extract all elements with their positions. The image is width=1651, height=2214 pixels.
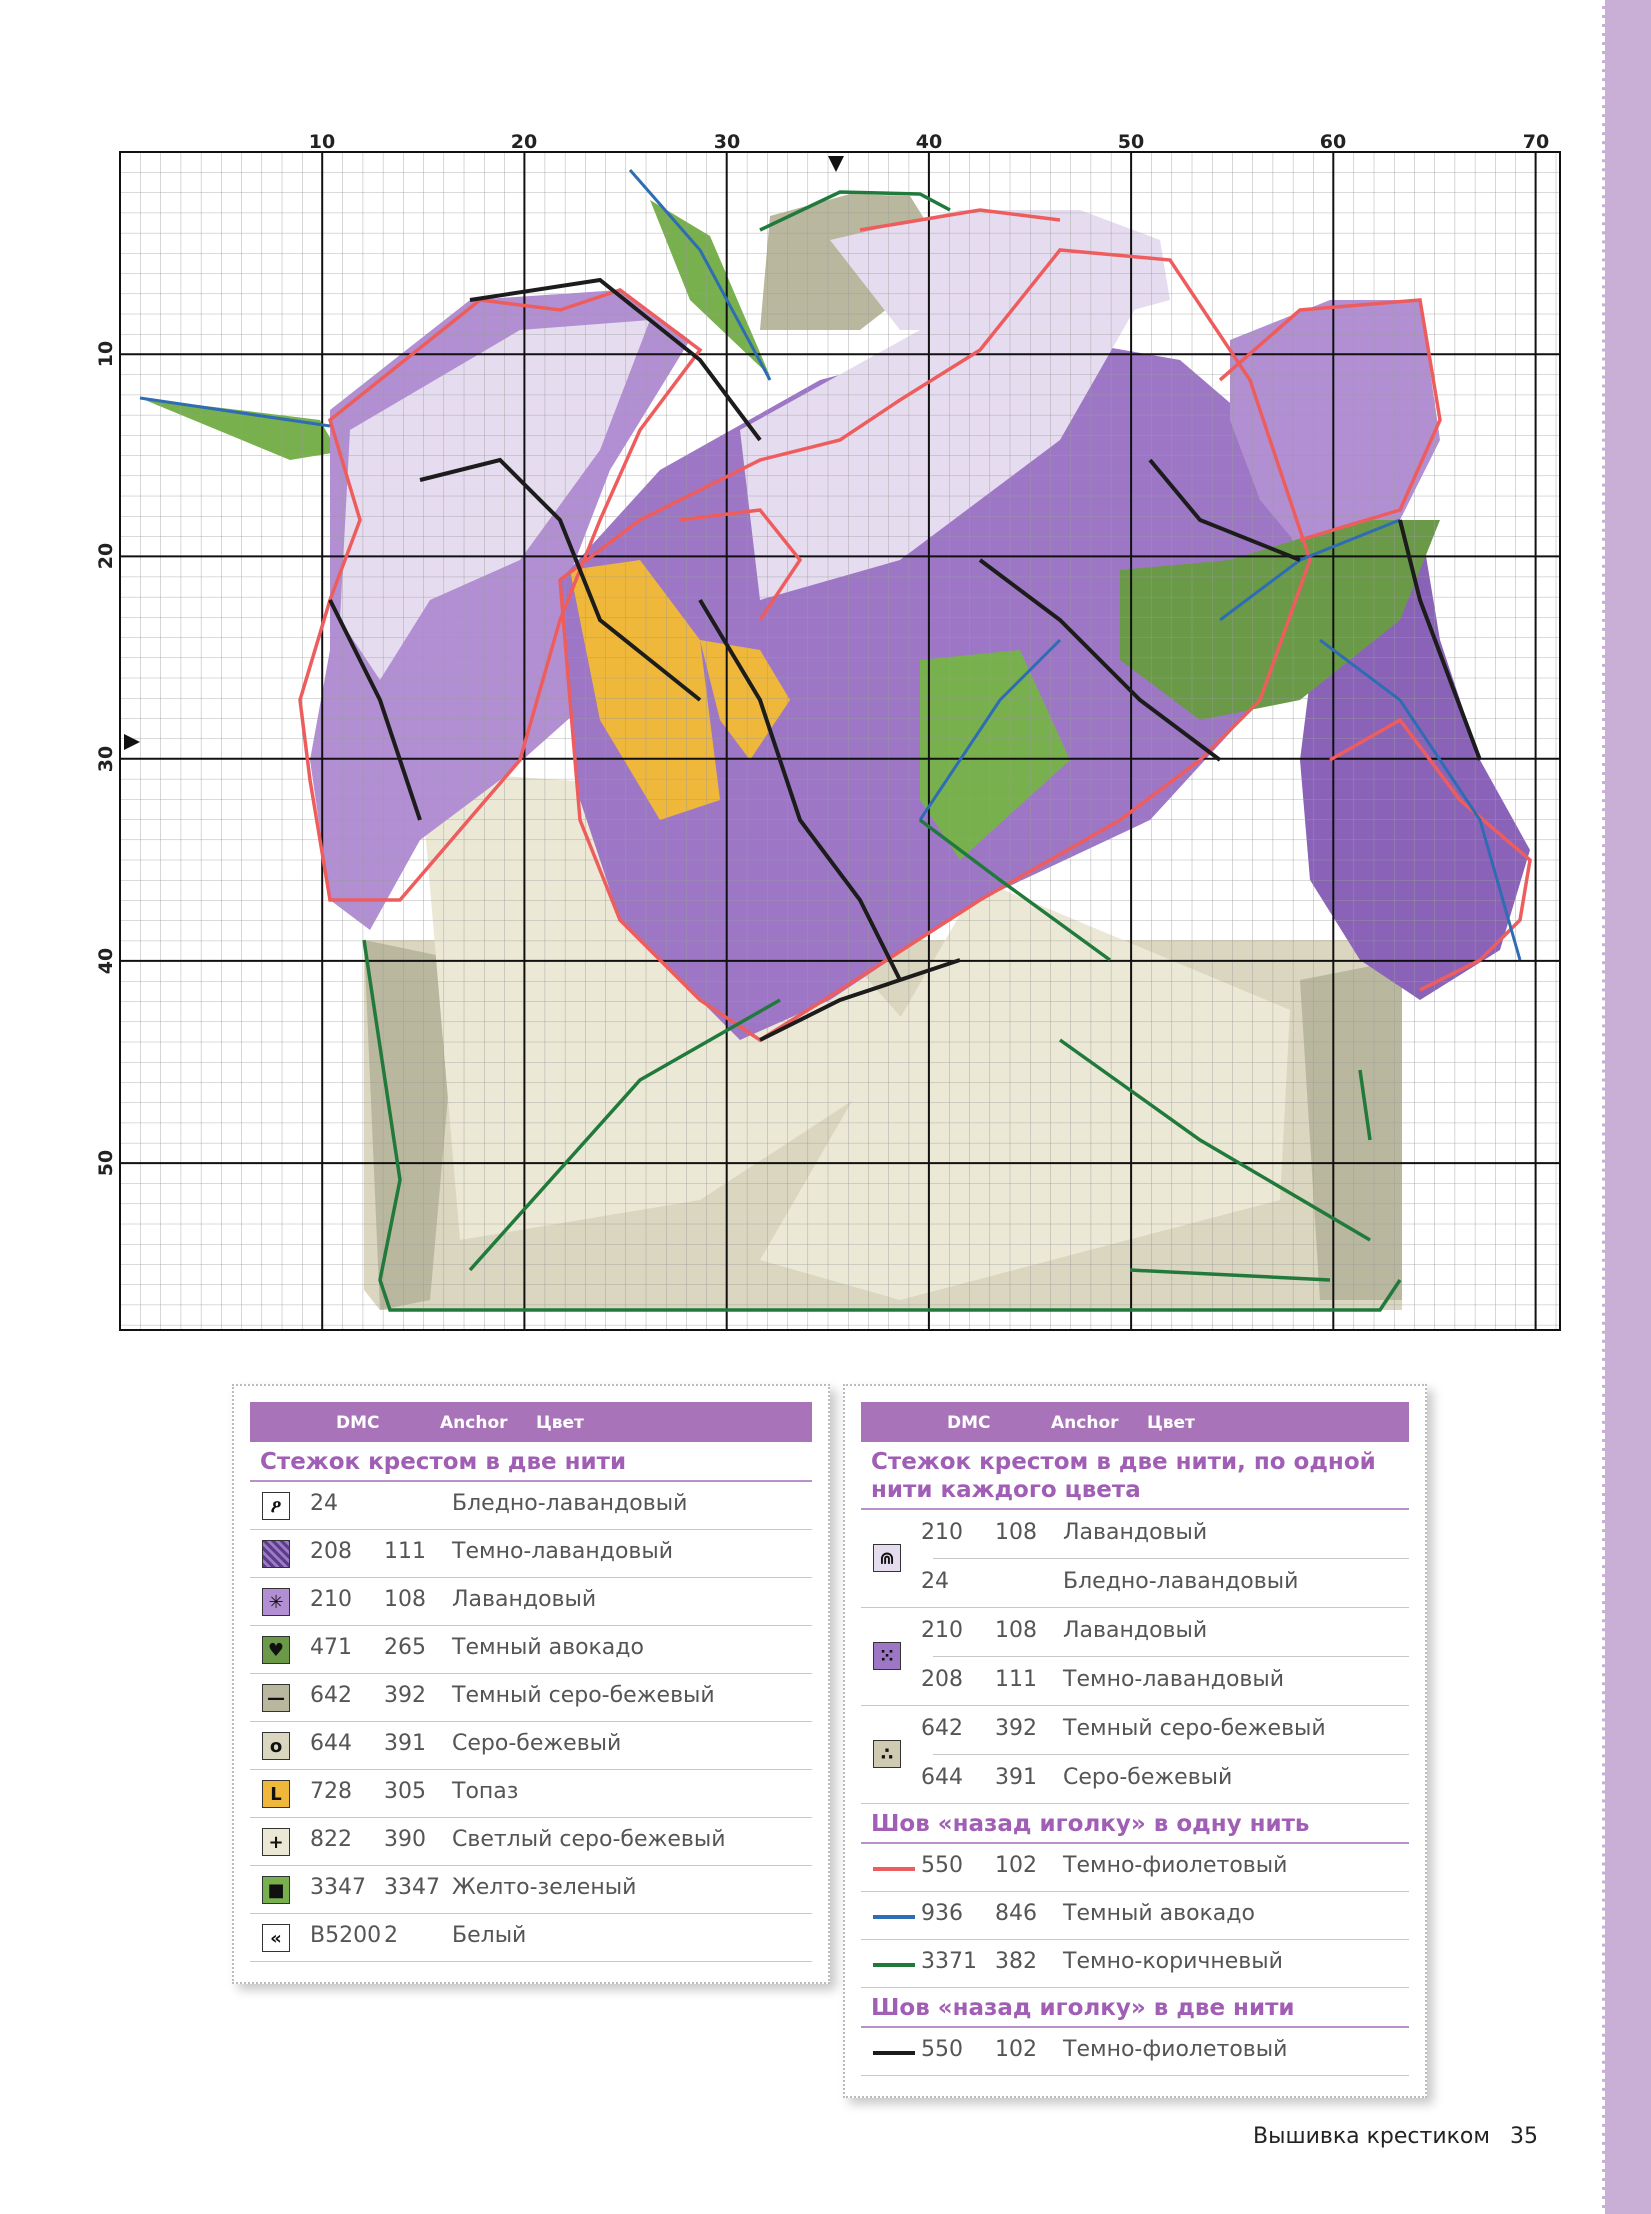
color-name: Лавандовый <box>452 1587 597 1612</box>
key-row <box>250 1818 812 1866</box>
dmc-code: 3371 <box>921 1949 977 1974</box>
color-name: Темный серо-бежевый <box>452 1683 715 1708</box>
right-color-key <box>843 1384 1427 2098</box>
anchor-header: Anchor <box>1051 1413 1119 1433</box>
dark-avocado-symbol <box>262 1636 290 1664</box>
key-header <box>250 1402 812 1442</box>
key-header <box>861 1402 1409 1442</box>
topaz-symbol-glyph: L <box>270 1783 282 1805</box>
blend-group <box>861 1706 1409 1804</box>
backstitch-row <box>861 2028 1409 2076</box>
dark-gray-beige-symbol-glyph: — <box>267 1687 285 1709</box>
dmc-header: DMC <box>336 1413 380 1433</box>
axis-top-label: 10 <box>308 131 336 153</box>
anchor-code: 391 <box>995 1765 1037 1790</box>
dmc-code: 210 <box>921 1618 963 1643</box>
color-name: Темный серо-бежевый <box>1063 1716 1326 1741</box>
dmc-code: 550 <box>921 2037 963 2062</box>
anchor-code: 2 <box>384 1923 398 1948</box>
page-number: 35 <box>1509 2124 1538 2149</box>
gray-beige-symbol-glyph: o <box>269 1735 283 1757</box>
white-symbol <box>262 1924 290 1952</box>
backstitch-1-title: Шов «назад иголку» в одну нить <box>861 1804 1409 1844</box>
key-row <box>250 1626 812 1674</box>
dmc-code: B5200 <box>310 1923 382 1948</box>
dmc-code: 728 <box>310 1779 352 1804</box>
gray-beige-symbol <box>262 1732 290 1760</box>
anchor-code: 391 <box>384 1731 426 1756</box>
color-name: Бледно-лавандовый <box>452 1491 688 1516</box>
anchor-header: Anchor <box>440 1413 508 1433</box>
dmc-code: 24 <box>310 1491 338 1516</box>
light-gray-beige-symbol-glyph: + <box>268 1831 284 1853</box>
blend-group <box>861 1510 1409 1608</box>
backstitch-row <box>861 1892 1409 1940</box>
color-name: Белый <box>452 1923 527 1948</box>
anchor-code: 102 <box>995 1853 1037 1878</box>
axis-left-labels <box>95 341 117 1176</box>
dark-lavender-blend-symbol-glyph: ⁙ <box>879 1645 895 1667</box>
blend-row <box>861 1608 1409 1656</box>
key-row <box>250 1578 812 1626</box>
backstitch-line-sample <box>873 1867 915 1871</box>
backstitch-line-sample <box>873 1963 915 1967</box>
dark-gray-beige-symbol <box>262 1684 290 1712</box>
blend-row <box>921 1558 1409 1607</box>
axis-left-label: 50 <box>95 1149 117 1177</box>
page-footer <box>1253 2124 1538 2149</box>
backstitch-row <box>861 1844 1409 1892</box>
key-row <box>250 1770 812 1818</box>
color-name: Топаз <box>452 1779 519 1804</box>
color-name: Желто-зеленый <box>452 1875 637 1900</box>
backstitch-line-sample <box>873 2051 915 2055</box>
color-header: Цвет <box>536 1413 584 1433</box>
anchor-code: 111 <box>995 1667 1037 1692</box>
key-row <box>250 1722 812 1770</box>
key-row <box>250 1914 812 1962</box>
lavender-symbol <box>262 1588 290 1616</box>
color-name: Светлый серо-бежевый <box>452 1827 726 1852</box>
anchor-code: 265 <box>384 1635 426 1660</box>
axis-top-label: 40 <box>915 131 943 153</box>
anchor-code: 108 <box>995 1618 1037 1643</box>
color-name: Бледно-лавандовый <box>1063 1569 1299 1594</box>
anchor-code: 390 <box>384 1827 426 1852</box>
blend-row <box>861 1706 1409 1754</box>
dmc-code: 3347 <box>310 1875 366 1900</box>
yellow-green-symbol <box>262 1876 290 1904</box>
axis-top-label: 70 <box>1522 131 1550 153</box>
footer-title: Вышивка крестиком <box>1253 2124 1490 2149</box>
color-name: Темный авокадо <box>452 1635 644 1660</box>
backstitch-2-rows <box>861 2028 1409 2076</box>
anchor-code: 392 <box>995 1716 1037 1741</box>
dmc-code: 471 <box>310 1635 352 1660</box>
axis-top-label: 60 <box>1319 131 1347 153</box>
color-name: Темно-коричневый <box>1063 1949 1283 1974</box>
dmc-code: 208 <box>921 1667 963 1692</box>
backstitch-line-sample <box>873 1915 915 1919</box>
lavender-blend-symbol-glyph: ⋒ <box>879 1547 895 1569</box>
blended-groups <box>861 1510 1409 1804</box>
chart-grid <box>120 152 1560 1330</box>
blended-section-title: Стежок крестом в две нити, по одной нити каждого цвета <box>861 1442 1409 1510</box>
topaz-symbol <box>262 1780 290 1808</box>
anchor-code: 392 <box>384 1683 426 1708</box>
color-header: Цвет <box>1147 1413 1195 1433</box>
dmc-header: DMC <box>947 1413 991 1433</box>
anchor-code: 111 <box>384 1539 426 1564</box>
axis-left-label: 10 <box>95 340 117 368</box>
axis-left-label: 30 <box>95 745 117 773</box>
anchor-code: 382 <box>995 1949 1037 1974</box>
blend-row <box>861 1510 1409 1558</box>
dark-avocado-symbol-glyph: ♥ <box>267 1639 285 1661</box>
blend-row <box>921 1754 1409 1803</box>
color-name: Темно-лавандовый <box>1063 1667 1285 1692</box>
blend-row <box>921 1656 1409 1705</box>
light-gray-beige-symbol <box>262 1828 290 1856</box>
key-row <box>250 1530 812 1578</box>
pale-lavender-symbol <box>262 1492 290 1520</box>
dmc-code: 642 <box>310 1683 352 1708</box>
anchor-code: 305 <box>384 1779 426 1804</box>
dmc-code: 208 <box>310 1539 352 1564</box>
color-name: Серо-бежевый <box>452 1731 622 1756</box>
yellow-green-symbol-glyph: ■ <box>267 1879 285 1901</box>
anchor-code: 102 <box>995 2037 1037 2062</box>
side-decor-band <box>1602 0 1651 2214</box>
axis-top-label: 50 <box>1117 131 1145 153</box>
dmc-code: 550 <box>921 1853 963 1878</box>
dark-lavender-symbol <box>262 1540 290 1568</box>
color-name: Темный авокадо <box>1063 1901 1255 1926</box>
axis-top-label: 20 <box>510 131 538 153</box>
white-symbol-glyph: « <box>270 1927 282 1949</box>
color-name: Темно-фиолетовый <box>1063 1853 1288 1878</box>
backstitch-1-rows <box>861 1844 1409 1988</box>
section-title: Стежок крестом в две нити <box>250 1442 812 1482</box>
key-row <box>250 1482 812 1530</box>
dmc-code: 936 <box>921 1901 963 1926</box>
pale-lavender-symbol-glyph: ዖ <box>270 1495 282 1517</box>
key-row <box>250 1674 812 1722</box>
axis-top-label: 30 <box>713 131 741 153</box>
color-name: Лавандовый <box>1063 1618 1208 1643</box>
anchor-code: 108 <box>384 1587 426 1612</box>
beige-blend-symbol-glyph: ∴ <box>880 1743 894 1765</box>
color-name: Темно-фиолетовый <box>1063 2037 1288 2062</box>
lavender-symbol-glyph: ✳ <box>268 1591 284 1613</box>
backstitch-2-title: Шов «назад иголку» в две нити <box>861 1988 1409 2028</box>
axis-left-label: 40 <box>95 947 117 975</box>
key-row <box>250 1866 812 1914</box>
left-color-key <box>232 1384 830 1984</box>
blend-group <box>861 1608 1409 1706</box>
anchor-code: 108 <box>995 1520 1037 1545</box>
anchor-code: 3347 <box>384 1875 440 1900</box>
color-name: Лавандовый <box>1063 1520 1208 1545</box>
axis-left-label: 20 <box>95 542 117 570</box>
color-name: Темно-лавандовый <box>452 1539 674 1564</box>
dmc-code: 210 <box>921 1520 963 1545</box>
dmc-code: 642 <box>921 1716 963 1741</box>
dmc-code: 644 <box>921 1765 963 1790</box>
left-key-rows <box>250 1482 812 1962</box>
backstitch-row <box>861 1940 1409 1988</box>
dmc-code: 24 <box>921 1569 949 1594</box>
dmc-code: 822 <box>310 1827 352 1852</box>
color-name: Серо-бежевый <box>1063 1765 1233 1790</box>
axis-top-labels <box>309 131 1549 153</box>
dmc-code: 210 <box>310 1587 352 1612</box>
anchor-code: 846 <box>995 1901 1037 1926</box>
dmc-code: 644 <box>310 1731 352 1756</box>
